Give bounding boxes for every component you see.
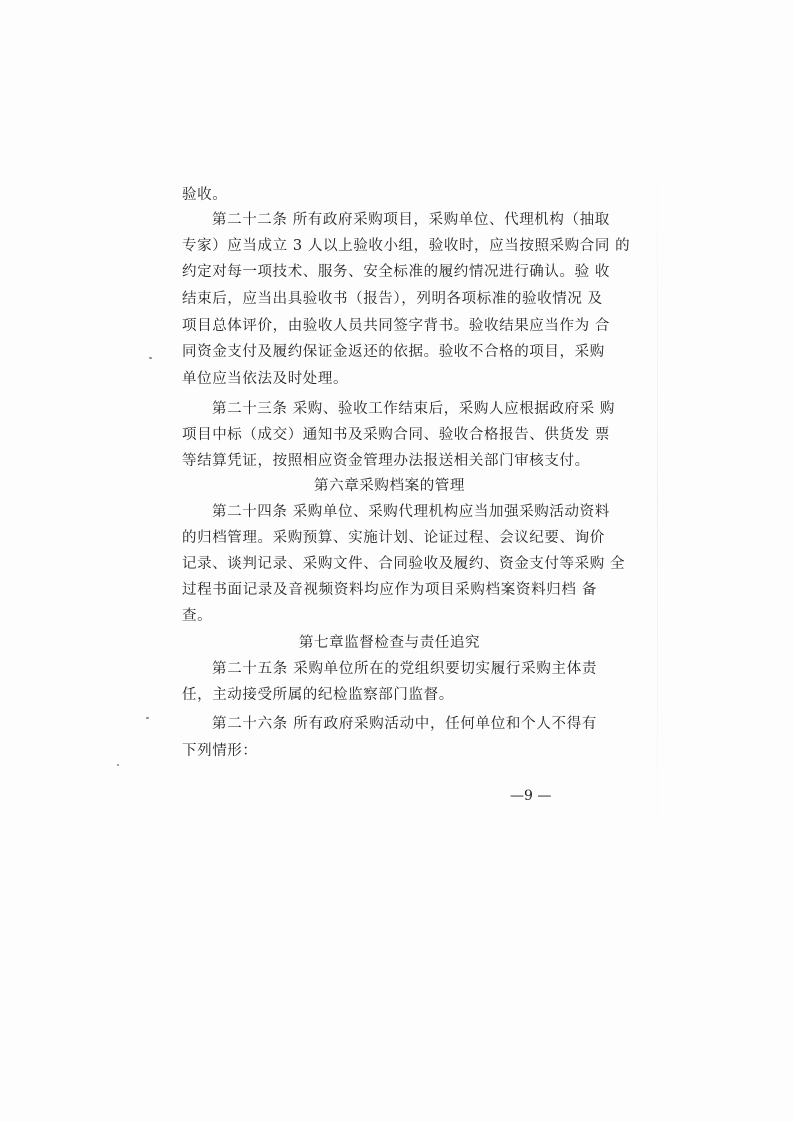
paragraph-line: 专家）应当成立 3 人以上验收小组，验收时，应当按照采购合同 的 — [182, 238, 631, 254]
scan-speck — [146, 717, 149, 719]
paragraph-line: 结束后，应当出具验收书（报告），列明各项标准的验收情况 及 — [182, 291, 603, 307]
paragraph-line: 过程书面记录及音视频资料均应作为项目采购档案资料归档 备 — [182, 582, 597, 598]
scan-edge-shadow — [657, 120, 658, 880]
paragraph-line: 单位应当依法及时处理。 — [182, 371, 349, 387]
paragraph-line: 记录、谈判记录、采购文件、合同验收及履约、资金支付等采购 全 — [182, 556, 626, 572]
paragraph-line: 第二十四条 采购单位、采购代理机构应当加强采购活动资料 — [212, 504, 610, 520]
scan-speck — [117, 764, 119, 766]
paragraph-line: 查。 — [182, 608, 213, 624]
paragraph-line: 同资金支付及履约保证金返还的依据。验收不合格的项目，采购 — [182, 344, 605, 360]
paragraph-line: 的归档管理。采购预算、实施计划、论证过程、会议纪要、询价 — [182, 530, 605, 546]
paragraph-line: 验收。 — [182, 187, 228, 203]
scan-speck — [149, 357, 152, 359]
paragraph-line: 第二十五条 采购单位所在的党组织要切实履行采购主体责 — [212, 661, 597, 677]
paragraph-line: 下列情形： — [182, 743, 258, 759]
paragraph-line: 约定对每一项技术、服务、安全标准的履约情况进行确认。验 收 — [182, 264, 611, 280]
paragraph-line: 等结算凭证，按照相应资金管理办法报送相关部门审核支付。 — [182, 453, 590, 469]
paragraph-line: 任，主动接受所属的纪检监察部门监督。 — [182, 687, 454, 703]
paragraph-line: 第二十三条 采购、验收工作结束后，采购人应根据政府采 购 — [212, 401, 616, 417]
chapter-heading: 第六章采购档案的管理 — [314, 478, 465, 494]
paragraph-line: 项目总体评价，由验收人员共同签字背书。验收结果应当作为 合 — [182, 318, 611, 334]
paragraph-line: 项目中标（成交）通知书及采购合同、验收合格报告、供货发 票 — [182, 427, 611, 443]
paragraph-line: 第二十六条 所有政府采购活动中，任何单位和个人不得有 — [212, 716, 597, 732]
paragraph-line: 第二十二条 所有政府采购项目，采购单位、代理机构（抽取 — [212, 212, 610, 228]
page-number: —9 — — [510, 788, 552, 804]
chapter-heading: 第七章监督检查与责任追究 — [298, 635, 481, 651]
